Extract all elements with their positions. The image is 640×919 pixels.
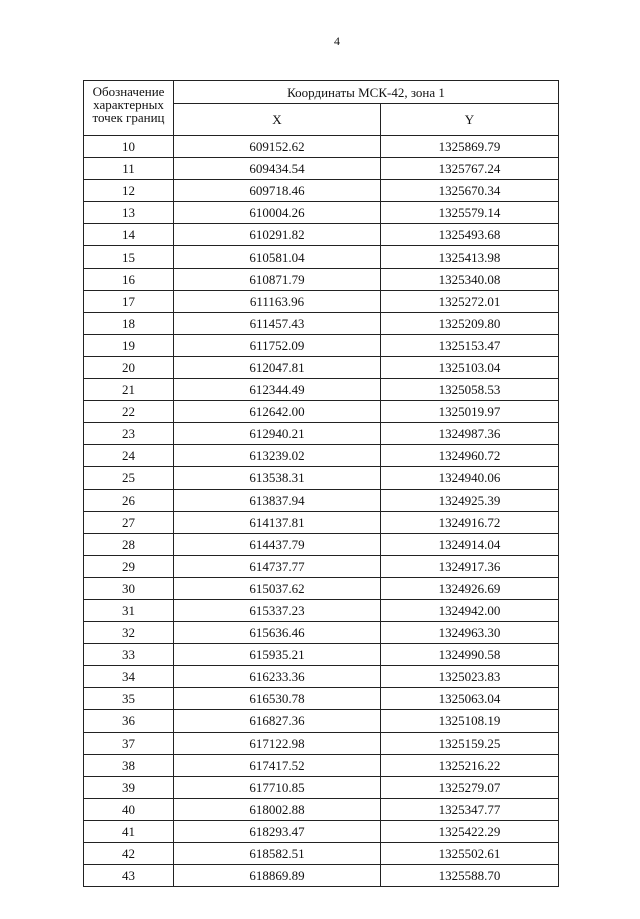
point-id-cell: 33 xyxy=(84,644,174,666)
table-row xyxy=(84,577,559,599)
x-coordinate-cell: 612047.81 xyxy=(174,356,381,378)
y-column-header: Y xyxy=(381,104,559,136)
y-coordinate-cell: 1325159.25 xyxy=(381,732,559,754)
point-id-cell: 21 xyxy=(84,379,174,401)
point-id-cell: 11 xyxy=(84,158,174,180)
point-id-cell: 10 xyxy=(84,136,174,158)
table-row xyxy=(84,511,559,533)
x-coordinate-cell: 610291.82 xyxy=(174,224,381,246)
point-id-cell: 25 xyxy=(84,467,174,489)
x-coordinate-cell: 614137.81 xyxy=(174,511,381,533)
x-column-header: X xyxy=(174,104,381,136)
table-row xyxy=(84,136,559,158)
x-coordinate-cell: 609152.62 xyxy=(174,136,381,158)
y-coordinate-cell: 1325023.83 xyxy=(381,666,559,688)
table-row xyxy=(84,334,559,356)
x-coordinate-cell: 615337.23 xyxy=(174,599,381,621)
x-coordinate-cell: 610871.79 xyxy=(174,268,381,290)
table-row xyxy=(84,555,559,577)
y-coordinate-cell: 1324916.72 xyxy=(381,511,559,533)
y-coordinate-cell: 1325670.34 xyxy=(381,180,559,202)
x-coordinate-cell: 618582.51 xyxy=(174,843,381,865)
x-coordinate-cell: 614437.79 xyxy=(174,533,381,555)
y-coordinate-cell: 1325413.98 xyxy=(381,246,559,268)
y-coordinate-cell: 1325279.07 xyxy=(381,776,559,798)
point-id-cell: 27 xyxy=(84,511,174,533)
point-id-cell: 16 xyxy=(84,268,174,290)
y-coordinate-cell: 1325108.19 xyxy=(381,710,559,732)
x-coordinate-cell: 611752.09 xyxy=(174,334,381,356)
table-row xyxy=(84,356,559,378)
y-coordinate-cell: 1324987.36 xyxy=(381,423,559,445)
point-id-cell: 12 xyxy=(84,180,174,202)
x-coordinate-cell: 615636.46 xyxy=(174,622,381,644)
point-id-cell: 13 xyxy=(84,202,174,224)
point-label-header xyxy=(84,81,174,136)
y-coordinate-cell: 1325767.24 xyxy=(381,158,559,180)
table-row xyxy=(84,754,559,776)
x-coordinate-cell: 612344.49 xyxy=(174,379,381,401)
point-label-line-2: характерных xyxy=(93,97,164,112)
table-row xyxy=(84,268,559,290)
y-coordinate-cell: 1324917.36 xyxy=(381,555,559,577)
table-row xyxy=(84,224,559,246)
point-id-cell: 26 xyxy=(84,489,174,511)
table-row xyxy=(84,467,559,489)
y-coordinate-cell: 1325103.04 xyxy=(381,356,559,378)
x-coordinate-cell: 616233.36 xyxy=(174,666,381,688)
x-coordinate-cell: 618002.88 xyxy=(174,798,381,820)
point-id-cell: 18 xyxy=(84,312,174,334)
coordinates-table xyxy=(83,80,559,887)
table-row xyxy=(84,533,559,555)
page-number: 4 xyxy=(334,34,340,48)
table-row xyxy=(84,798,559,820)
x-coordinate-cell: 617417.52 xyxy=(174,754,381,776)
table-row xyxy=(84,599,559,621)
point-id-cell: 40 xyxy=(84,798,174,820)
x-coordinate-cell: 613538.31 xyxy=(174,467,381,489)
x-coordinate-cell: 613837.94 xyxy=(174,489,381,511)
y-coordinate-cell: 1324940.06 xyxy=(381,467,559,489)
x-coordinate-cell: 617122.98 xyxy=(174,732,381,754)
point-id-cell: 36 xyxy=(84,710,174,732)
y-coordinate-cell: 1325063.04 xyxy=(381,688,559,710)
y-coordinate-cell: 1324925.39 xyxy=(381,489,559,511)
y-coordinate-cell: 1325502.61 xyxy=(381,843,559,865)
x-coordinate-cell: 618869.89 xyxy=(174,865,381,887)
point-id-cell: 34 xyxy=(84,666,174,688)
header-row-top xyxy=(84,81,559,104)
y-coordinate-cell: 1324942.00 xyxy=(381,599,559,621)
table-row xyxy=(84,688,559,710)
x-coordinate-cell: 609718.46 xyxy=(174,180,381,202)
point-id-cell: 28 xyxy=(84,533,174,555)
table-row xyxy=(84,820,559,842)
y-coordinate-cell: 1325422.29 xyxy=(381,820,559,842)
y-coordinate-cell: 1325058.53 xyxy=(381,379,559,401)
y-coordinate-cell: 1325493.68 xyxy=(381,224,559,246)
x-coordinate-cell: 618293.47 xyxy=(174,820,381,842)
point-id-cell: 35 xyxy=(84,688,174,710)
point-id-cell: 29 xyxy=(84,555,174,577)
point-id-cell: 14 xyxy=(84,224,174,246)
x-coordinate-cell: 616530.78 xyxy=(174,688,381,710)
point-id-cell: 23 xyxy=(84,423,174,445)
point-id-cell: 37 xyxy=(84,732,174,754)
x-coordinate-cell: 612642.00 xyxy=(174,401,381,423)
table-row xyxy=(84,290,559,312)
point-id-cell: 31 xyxy=(84,599,174,621)
y-coordinate-cell: 1324926.69 xyxy=(381,577,559,599)
coords-system-header: Координаты МСК-42, зона 1 xyxy=(174,81,559,104)
y-coordinate-cell: 1325579.14 xyxy=(381,202,559,224)
table-row xyxy=(84,202,559,224)
x-coordinate-cell: 609434.54 xyxy=(174,158,381,180)
table-row xyxy=(84,622,559,644)
y-coordinate-cell: 1325588.70 xyxy=(381,865,559,887)
coordinates-table-body xyxy=(84,136,559,887)
point-label-line-3: точек границ xyxy=(92,110,165,125)
table-row xyxy=(84,865,559,887)
x-coordinate-cell: 613239.02 xyxy=(174,445,381,467)
table-row xyxy=(84,445,559,467)
table-row xyxy=(84,312,559,334)
table-row xyxy=(84,401,559,423)
x-coordinate-cell: 615037.62 xyxy=(174,577,381,599)
y-coordinate-cell: 1324960.72 xyxy=(381,445,559,467)
x-coordinate-cell: 611163.96 xyxy=(174,290,381,312)
coordinates-table-header xyxy=(84,81,559,136)
x-coordinate-cell: 612940.21 xyxy=(174,423,381,445)
y-coordinate-cell: 1325019.97 xyxy=(381,401,559,423)
table-row xyxy=(84,379,559,401)
y-coordinate-cell: 1325272.01 xyxy=(381,290,559,312)
y-coordinate-cell: 1324963.30 xyxy=(381,622,559,644)
table-row xyxy=(84,843,559,865)
y-coordinate-cell: 1324914.04 xyxy=(381,533,559,555)
point-id-cell: 43 xyxy=(84,865,174,887)
x-coordinate-cell: 610004.26 xyxy=(174,202,381,224)
point-label-line-1: Обозначение xyxy=(92,84,165,99)
x-coordinate-cell: 614737.77 xyxy=(174,555,381,577)
y-coordinate-cell: 1325209.80 xyxy=(381,312,559,334)
point-id-cell: 32 xyxy=(84,622,174,644)
x-coordinate-cell: 611457.43 xyxy=(174,312,381,334)
table-row xyxy=(84,666,559,688)
point-id-cell: 41 xyxy=(84,820,174,842)
x-coordinate-cell: 617710.85 xyxy=(174,776,381,798)
table-row xyxy=(84,489,559,511)
point-id-cell: 38 xyxy=(84,754,174,776)
point-id-cell: 20 xyxy=(84,356,174,378)
x-coordinate-cell: 616827.36 xyxy=(174,710,381,732)
x-coordinate-cell: 615935.21 xyxy=(174,644,381,666)
y-coordinate-cell: 1325340.08 xyxy=(381,268,559,290)
table-row xyxy=(84,246,559,268)
table-row xyxy=(84,710,559,732)
point-id-cell: 39 xyxy=(84,776,174,798)
y-coordinate-cell: 1325347.77 xyxy=(381,798,559,820)
table-row xyxy=(84,180,559,202)
table-row xyxy=(84,644,559,666)
y-coordinate-cell: 1324990.58 xyxy=(381,644,559,666)
point-id-cell: 42 xyxy=(84,843,174,865)
table-row xyxy=(84,158,559,180)
point-id-cell: 19 xyxy=(84,334,174,356)
table-row xyxy=(84,423,559,445)
y-coordinate-cell: 1325869.79 xyxy=(381,136,559,158)
point-id-cell: 15 xyxy=(84,246,174,268)
point-id-cell: 22 xyxy=(84,401,174,423)
point-id-cell: 30 xyxy=(84,577,174,599)
point-id-cell: 24 xyxy=(84,445,174,467)
point-id-cell: 17 xyxy=(84,290,174,312)
y-coordinate-cell: 1325153.47 xyxy=(381,334,559,356)
table-row xyxy=(84,732,559,754)
x-coordinate-cell: 610581.04 xyxy=(174,246,381,268)
y-coordinate-cell: 1325216.22 xyxy=(381,754,559,776)
table-row xyxy=(84,776,559,798)
